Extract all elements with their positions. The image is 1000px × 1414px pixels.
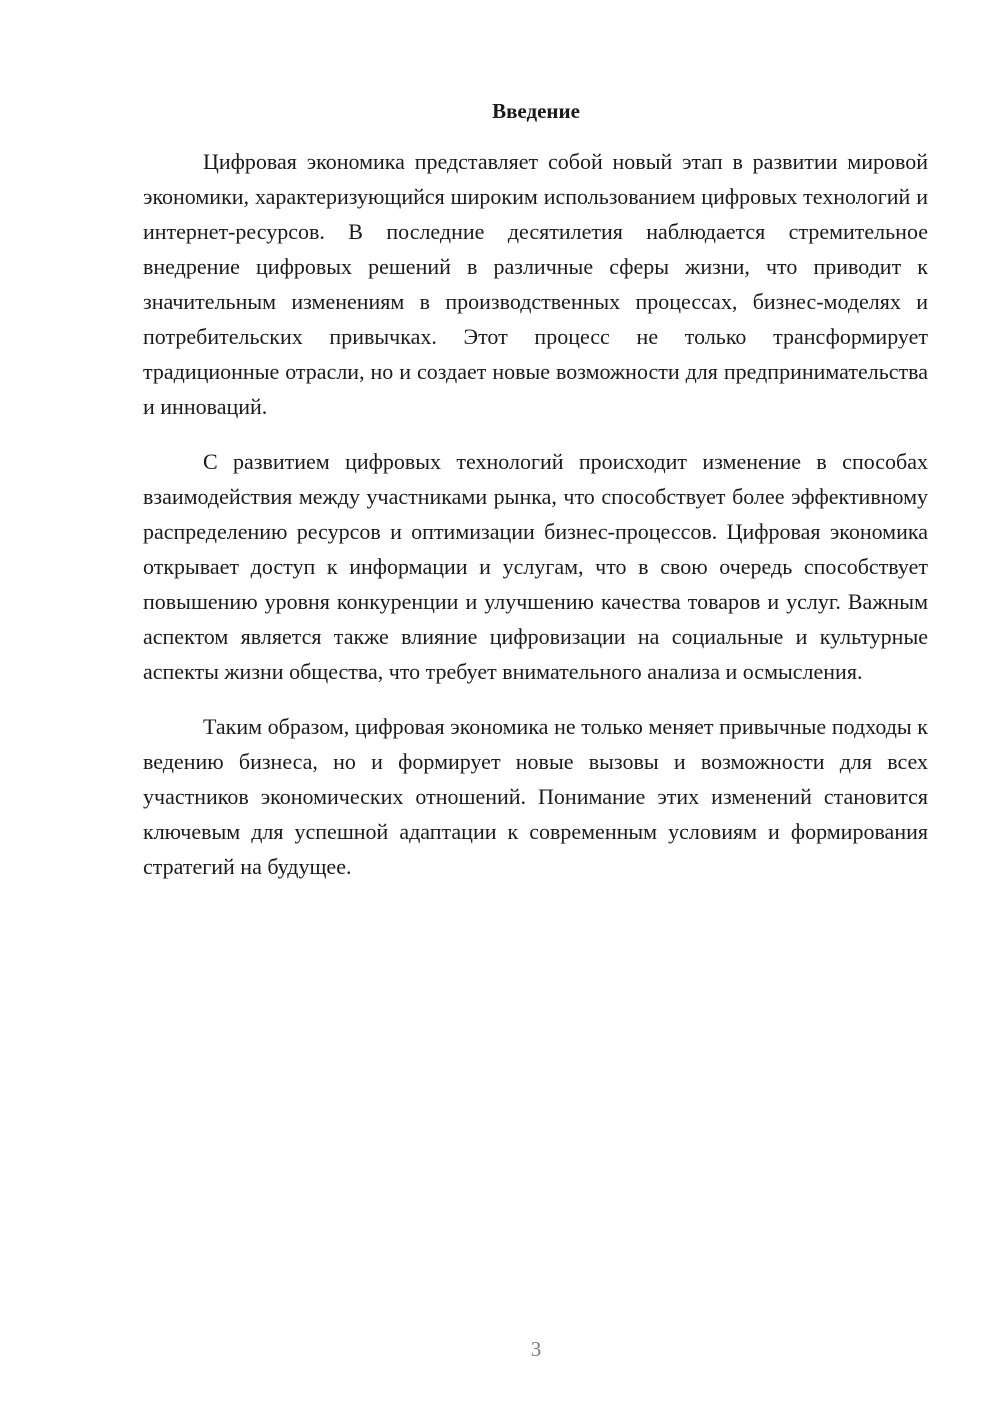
section-heading: Введение	[492, 99, 580, 123]
paragraph-3: Таким образом, цифровая экономика не только меняет привычные подходы к ведению бизнеса, но и формирует новые вызовы и возможности для всех участников экономических отношений. Понимание этих изменений становится ключевым для успешной адаптации к современным условиям и формирования стратегий на будущее.	[143, 714, 928, 879]
page-number: 3	[530, 1337, 542, 1361]
body-text	[143, 144, 928, 904]
paragraph-2: С развитием цифровых технологий происходит изменение в способах взаимодействия между участниками рынка, что способствует более эффективному распределению ресурсов и оптимизации бизнес-процессов. Цифровая экономика открывает доступ к информации и услугам, что в свою очередь способствует повышению уровня конкуренции и улучшению качества товаров и услуг. Важным аспектом является также влияние цифровизации на социальные и культурные аспекты жизни общества, что требует внимательного анализа и осмысления.	[143, 449, 928, 684]
paragraph-1: Цифровая экономика представляет собой новый этап в развитии мировой экономики, характеризующийся широким использованием цифровых технологий и интернет-ресурсов. В последние десятилетия наблюдается стремительное внедрение цифровых решений в различные сферы жизни, что приводит к значительным изменениям в производственных процессах, бизнес-моделях и потребительских привычках. Этот процесс не только трансформирует традиционные отрасли, но и создает новые возможности для предпринимательства и инноваций.	[143, 149, 928, 419]
